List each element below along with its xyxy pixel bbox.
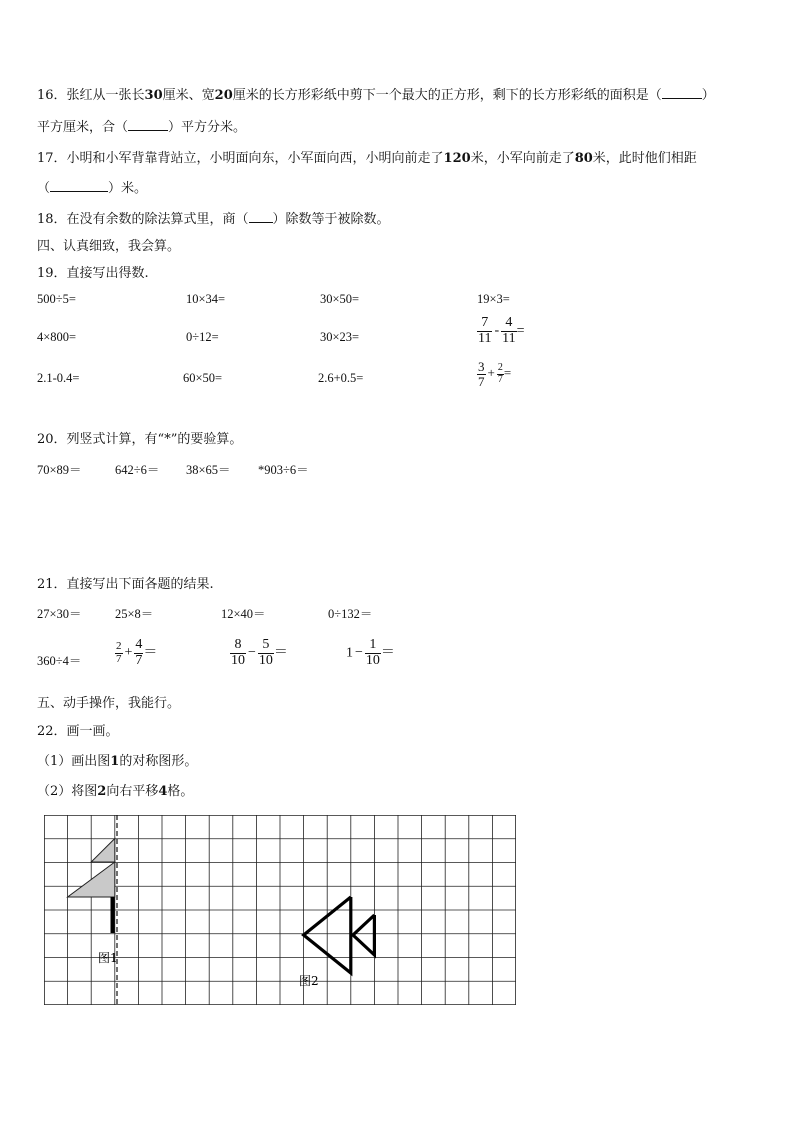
section-4-heading: 四、认真细致，我会算。 [37, 239, 181, 254]
q20-item: 70×89＝ [37, 463, 82, 477]
q16-num30: 30 [144, 88, 163, 103]
q16-blank-2[interactable] [128, 119, 168, 131]
fraction: $\frac{8}{10}$ [231, 637, 245, 668]
q16-blank-1[interactable] [662, 87, 702, 99]
q17-line1 [37, 147, 697, 166]
fraction: $\frac{2}{7}$ [116, 640, 122, 665]
fraction: $\frac{4}{7}$ [135, 637, 143, 668]
q21-item: 360÷4＝ [37, 654, 82, 668]
q17-line2 [37, 177, 147, 196]
q19-item: 10×34= [186, 292, 226, 306]
q19-item: 30×50= [320, 292, 360, 306]
q22-title: 22．画一画。 [37, 724, 119, 739]
q20-item: 642÷6＝ [115, 463, 160, 477]
q17-blank[interactable] [50, 180, 108, 192]
q16-text-c: 厘米的长方形彩纸中剪下一个最大的正方形，剩下的长方形彩纸的面积是（ [232, 88, 662, 103]
q19-fraction-expr-1: $\frac{7}{11}$ - $\frac{4}{11}$ = [478, 315, 525, 346]
q21-fraction-expr-2: $\frac{8}{10}$ − $\frac{5}{10}$ ＝ [231, 637, 288, 668]
q19-item: 2.6+0.5= [318, 371, 364, 385]
q16-text-a: 16．张红从一张长 [37, 88, 145, 103]
q17-text-c: 米，此时他们相距 [592, 151, 697, 166]
q16-line2 [37, 116, 246, 135]
q18-line [37, 208, 390, 227]
q21-title: 21．直接写出下面各题的结果. [37, 577, 214, 592]
q21-fraction-expr-1: $\frac{2}{7}$ + $\frac{4}{7}$ ＝ [116, 637, 158, 668]
q18-text-a: 18．在没有余数的除法算式里，商（ [37, 212, 249, 227]
q19-title: 19．直接写出得数. [37, 266, 149, 281]
fraction: $\frac{4}{11}$ [502, 315, 516, 346]
q20-title: 20．列竖式计算，有“*”的要验算。 [37, 432, 243, 447]
q16-text-e: 平方厘米，合（ [37, 120, 129, 135]
q17-text-b: 米，小军向前走了 [470, 151, 575, 166]
q22-sub1: （1）画出图1的对称图形。 [37, 754, 198, 769]
q21-item: 27×30＝ [37, 607, 82, 621]
fraction: $\frac{3}{7}$ [478, 359, 485, 389]
q19-item: 19×3= [477, 292, 510, 306]
grid-svg [44, 815, 516, 1005]
q19-item: 30×23= [320, 330, 360, 344]
fraction: $\frac{7}{11}$ [478, 315, 492, 346]
fraction: $\frac{2}{7}$ [497, 362, 503, 385]
section-5-heading: 五、动手操作，我能行。 [37, 696, 181, 711]
q22-sub2: （2）将图2向右平移4格。 [37, 784, 194, 799]
q20-item: *903÷6＝ [258, 463, 309, 477]
q21-item: 0÷132＝ [328, 607, 373, 621]
figure1-label: 图1 [98, 951, 118, 965]
q19-item: 4×800= [37, 330, 77, 344]
q16-num20: 20 [214, 88, 233, 103]
q17-text-d: （ [37, 181, 51, 196]
q18-text-b: ）除数等于被除数。 [272, 212, 390, 227]
q19-item: 500÷5= [37, 292, 76, 306]
q16-text-d: ） [701, 88, 715, 103]
figure2-label: 图2 [299, 974, 319, 988]
q20-item: 38×65＝ [186, 463, 231, 477]
q17-text-e: ）米。 [108, 181, 148, 196]
figure1-upper-triangle [91, 839, 115, 863]
q17-num120: 120 [443, 151, 471, 166]
q21-item: 25×8＝ [115, 607, 154, 621]
q17-text-a: 17．小明和小军背靠背站立，小明面向东，小军面向西，小明向前走了 [37, 151, 444, 166]
fraction: $\frac{1}{10}$ [365, 637, 380, 668]
q21-fraction-expr-3: 1 − $\frac{1}{10}$ ＝ [346, 637, 395, 668]
q16-text-b: 厘米、宽 [162, 88, 215, 103]
q16-text-f: ）平方分米。 [168, 120, 247, 135]
q21-item: 12×40＝ [221, 607, 266, 621]
drawing-grid[interactable] [44, 815, 516, 1009]
q18-blank[interactable] [249, 211, 273, 223]
q17-num80: 80 [574, 151, 593, 166]
q19-item: 60×50= [183, 371, 223, 385]
figure2-small-triangle [353, 915, 374, 955]
fraction: $\frac{5}{10}$ [258, 637, 273, 668]
q19-item: 0÷12= [186, 330, 219, 344]
q19-item: 2.1-0.4= [37, 371, 80, 385]
q16-line1 [37, 84, 715, 103]
q19-fraction-expr-2: $\frac{3}{7}$ + $\frac{2}{7}$ = [478, 359, 512, 389]
